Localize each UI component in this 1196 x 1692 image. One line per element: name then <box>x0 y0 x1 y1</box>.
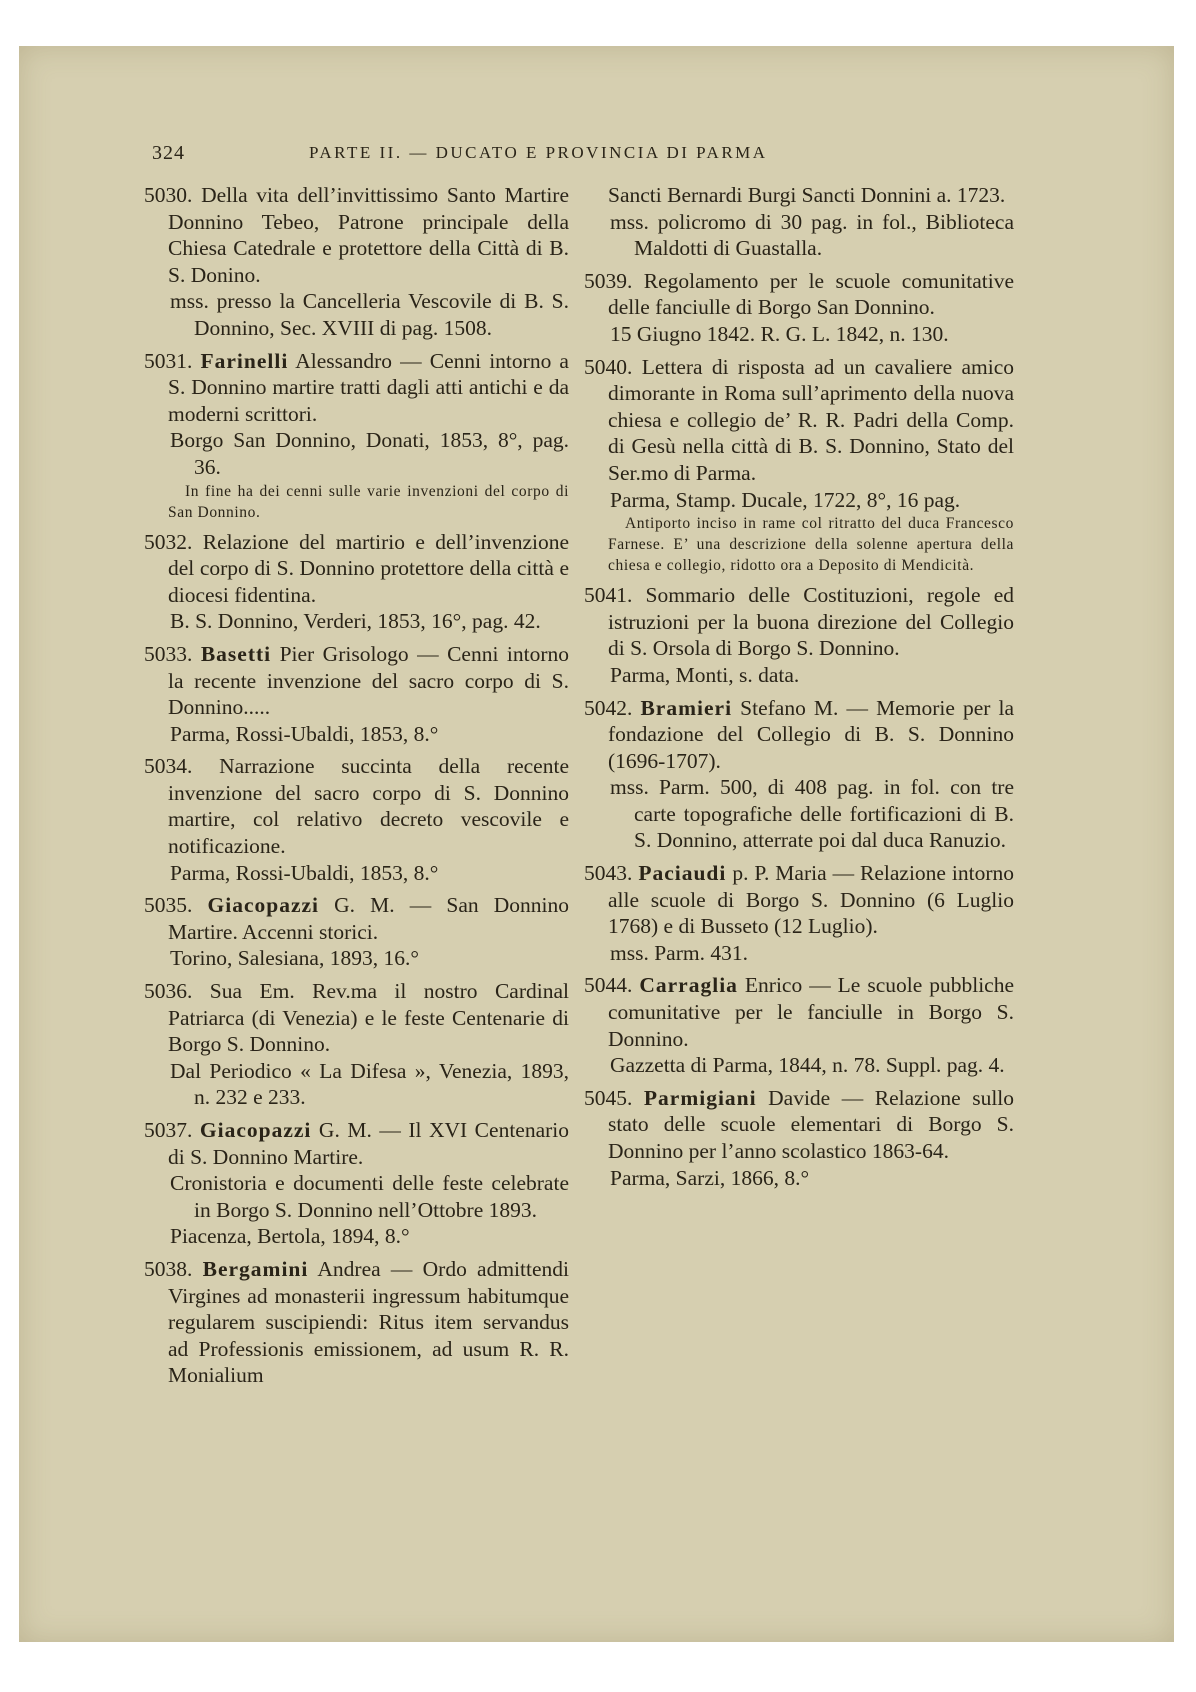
bibliography-entry <box>584 582 1014 688</box>
entry-author: Parmigiani <box>643 1085 757 1110</box>
entry-title: p. P. Maria — Relazione intorno alle scuole di Borgo S. Donnino (6 Luglio 1768) e di Busseto (12 Luglio). <box>608 861 1015 939</box>
entry-note: Antiporto inciso in rame col ritratto del duca Francesco Farnese. E’ una descrizione della solenne apertura della chiesa e collegio, ridotto ora a Deposito di Mendicità. <box>608 515 1014 575</box>
entry-title: Stefano M. — Memorie per la fondazione del Collegio di B. S. Donnino (1696-1707). <box>608 695 1015 773</box>
entry-title: Enrico — Le scuole pubbliche comunitative per le fanciulle in Borgo S. Donnino. <box>608 973 1015 1051</box>
entry-title: Andrea — Ordo admittendi Virgines ad monasterii ingressum habitumque regularem suscipiendi: Ritus item servandus ad Professionis emissionem, ad usum R. R. Monialium <box>168 1256 569 1388</box>
entry-title: Narrazione succinta della recente invenzione del sacro corpo di S. Donnino martire, col relativo decreto vescovile e notificazione. <box>168 754 569 859</box>
entry-title-line <box>584 354 1014 487</box>
entry-number: 5033. <box>144 641 193 666</box>
entry-title: Sancti Bernardi Burgi Sancti Donnini a. 1723. <box>608 183 1006 207</box>
entry-title-line <box>144 892 569 945</box>
entry-title-line <box>144 182 569 288</box>
bibliography-entry <box>584 1085 1014 1191</box>
entry-publication-details: mss. policromo di 30 pag. in fol., Biblioteca Maldotti di Guastalla. <box>610 209 1014 261</box>
bibliography-entry <box>144 1117 569 1250</box>
entry-publication-details: Torino, Salesiana, 1893, 16.° <box>170 946 419 971</box>
bibliography-entry <box>584 182 1014 262</box>
entry-note: In fine ha dei cenni sulle varie invenzioni del corpo di San Donnino. <box>168 482 569 521</box>
entry-number: 5040. <box>584 354 633 379</box>
scanned-page <box>19 46 1174 1642</box>
left-column <box>144 182 569 1395</box>
entry-author: Farinelli <box>200 348 289 373</box>
bibliography-entry <box>144 641 569 747</box>
entry-publication-details: Parma, Rossi-Ubaldi, 1853, 8.° <box>170 721 439 746</box>
entry-title-line <box>584 268 1014 321</box>
entry-number: 5035. <box>144 893 193 918</box>
entry-publication-details: Dal Periodico « La Difesa », Venezia, 1893, n. 232 e 233. <box>170 1058 569 1110</box>
entry-number: 5042. <box>584 695 633 720</box>
entry-title: Lettera di risposta ad un cavaliere amico dimorante in Roma sull’aprimento della nuova chiesa e collegio de’ R. R. Padri della Comp. di Gesù nella città di B. S. Donnino, Stato del Ser.mo di Parma. <box>608 354 1015 485</box>
entry-title-line <box>144 753 569 859</box>
entry-number: 5038. <box>144 1256 193 1281</box>
entry-number: 5041. <box>584 583 633 608</box>
entry-title-line <box>144 529 569 609</box>
bibliography-entry <box>144 182 569 342</box>
entry-author: Giacopazzi <box>207 893 320 918</box>
entry-publication-details: Piacenza, Bertola, 1894, 8.° <box>170 1224 410 1249</box>
entry-publication-details: Borgo San Donnino, Donati, 1853, 8°, pag. 36. <box>170 428 569 479</box>
entry-publication-details: B. S. Donnino, Verderi, 1853, 16°, pag. 42. <box>170 609 541 634</box>
entry-title-line <box>144 1117 569 1170</box>
entry-title-line <box>584 972 1014 1052</box>
entry-publication-details: Cronistoria e documenti delle feste celebrate in Borgo S. Donnino nell’Ottobre 1893. <box>170 1171 569 1222</box>
entry-title: Pier Grisologo — Cenni intorno la recente invenzione del sacro corpo di S. Donnino..... <box>168 641 569 720</box>
bibliography-entry <box>584 972 1014 1078</box>
bibliography-entry <box>584 354 1014 577</box>
entry-title-line <box>144 978 569 1058</box>
entry-publication-details: mss. Parm. 431. <box>610 940 748 965</box>
page-content <box>19 46 1174 1642</box>
entry-publication-details: Parma, Monti, s. data. <box>610 662 800 687</box>
entry-number: 5037. <box>144 1118 193 1142</box>
right-column <box>584 182 1014 1197</box>
entry-number: 5030. <box>144 183 193 207</box>
bibliography-entry <box>584 695 1014 855</box>
entry-title-line <box>584 860 1014 940</box>
entry-author: Basetti <box>200 641 272 666</box>
entry-number: 5036. <box>144 979 193 1004</box>
bibliography-entry <box>584 860 1014 966</box>
entry-title-line <box>584 1085 1014 1165</box>
bibliography-entry <box>584 268 1014 348</box>
entry-publication-details: mss. Parm. 500, di 408 pag. in fol. con tre carte topografiche delle fortificazioni di B. S. Donnino, atterrate poi dal duca Ranuzio. <box>610 775 1014 853</box>
entry-title: G. M. — San Donnino Martire. Accenni storici. <box>168 893 570 944</box>
entry-number: 5044. <box>584 973 633 998</box>
entry-publication-details: 15 Giugno 1842. R. G. L. 1842, n. 130. <box>610 321 949 346</box>
entry-title: G. M. — Il XVI Centenario di S. Donnino Martire. <box>168 1118 570 1169</box>
entry-title-line <box>144 1256 569 1389</box>
entry-number: 5043. <box>584 861 633 886</box>
entry-title: Regolamento per le scuole comunitative delle fanciulle di Borgo San Donnino. <box>608 268 1015 320</box>
running-title: PARTE II. — DUCATO E PROVINCIA DI PARMA <box>309 143 768 162</box>
entry-title: Della vita dell’invittissimo Santo Martire Donnino Tebeo, Patrone principale della Chiesa Catedrale e protettore della Città di B. S. Donino. <box>168 183 569 287</box>
entry-publication-details: mss. presso la Cancelleria Vescovile di B. S. Donnino, Sec. XVIII di pag. 1508. <box>170 289 569 340</box>
entry-publication-details: Parma, Rossi-Ubaldi, 1853, 8.° <box>170 860 439 885</box>
bibliography-entry <box>144 978 569 1111</box>
entry-title-line <box>584 182 1014 209</box>
entry-publication-details: Gazzetta di Parma, 1844, n. 78. Suppl. pag. 4. <box>610 1053 1005 1078</box>
bibliography-entry <box>144 529 569 635</box>
entry-publication-details: Parma, Sarzi, 1866, 8.° <box>610 1165 810 1190</box>
entry-title: Sua Em. Rev.ma il nostro Cardinal Patriarca (di Venezia) e le feste Centenarie di Borgo S. Donnino. <box>168 979 569 1057</box>
entry-author: Bergamini <box>202 1256 309 1281</box>
entry-title-line <box>584 582 1014 662</box>
page-number: 324 <box>152 142 185 164</box>
entry-title-line <box>144 641 569 721</box>
entry-title: Relazione del martirio e dell’invenzione del corpo di S. Donnino protettore della città e diocesi fidentina. <box>168 529 569 607</box>
bibliography-entry <box>144 753 569 886</box>
entry-author: Giacopazzi <box>199 1118 312 1142</box>
entry-number: 5034. <box>144 754 193 779</box>
entry-title: Davide — Relazione sullo stato delle scuole elementari di Borgo S. Donnino per l’anno scolastico 1863-64. <box>608 1085 1015 1163</box>
bibliography-entry <box>144 348 569 523</box>
entry-number: 5039. <box>584 268 633 293</box>
bibliography-entry <box>144 1256 569 1389</box>
entry-title-line <box>584 695 1014 775</box>
entry-author: Bramieri <box>640 695 733 720</box>
entry-number: 5032. <box>144 529 193 554</box>
entry-title: Alessandro — Cenni intorno a S. Donnino martire tratti dagli atti antichi e da moderni scrittori. <box>168 348 569 426</box>
entry-author: Carraglia <box>639 973 738 998</box>
entry-title: Sommario delle Costituzioni, regole ed istruzioni per la buona direzione del Collegio di S. Orsola di Borgo S. Donnino. <box>608 583 1014 661</box>
entry-author: Paciaudi <box>638 861 727 886</box>
bibliography-entry <box>144 892 569 972</box>
entry-number: 5031. <box>144 348 193 373</box>
entry-title-line <box>144 348 569 428</box>
entry-number: 5045. <box>584 1085 633 1110</box>
entry-publication-details: Parma, Stamp. Ducale, 1722, 8°, 16 pag. <box>610 487 961 512</box>
